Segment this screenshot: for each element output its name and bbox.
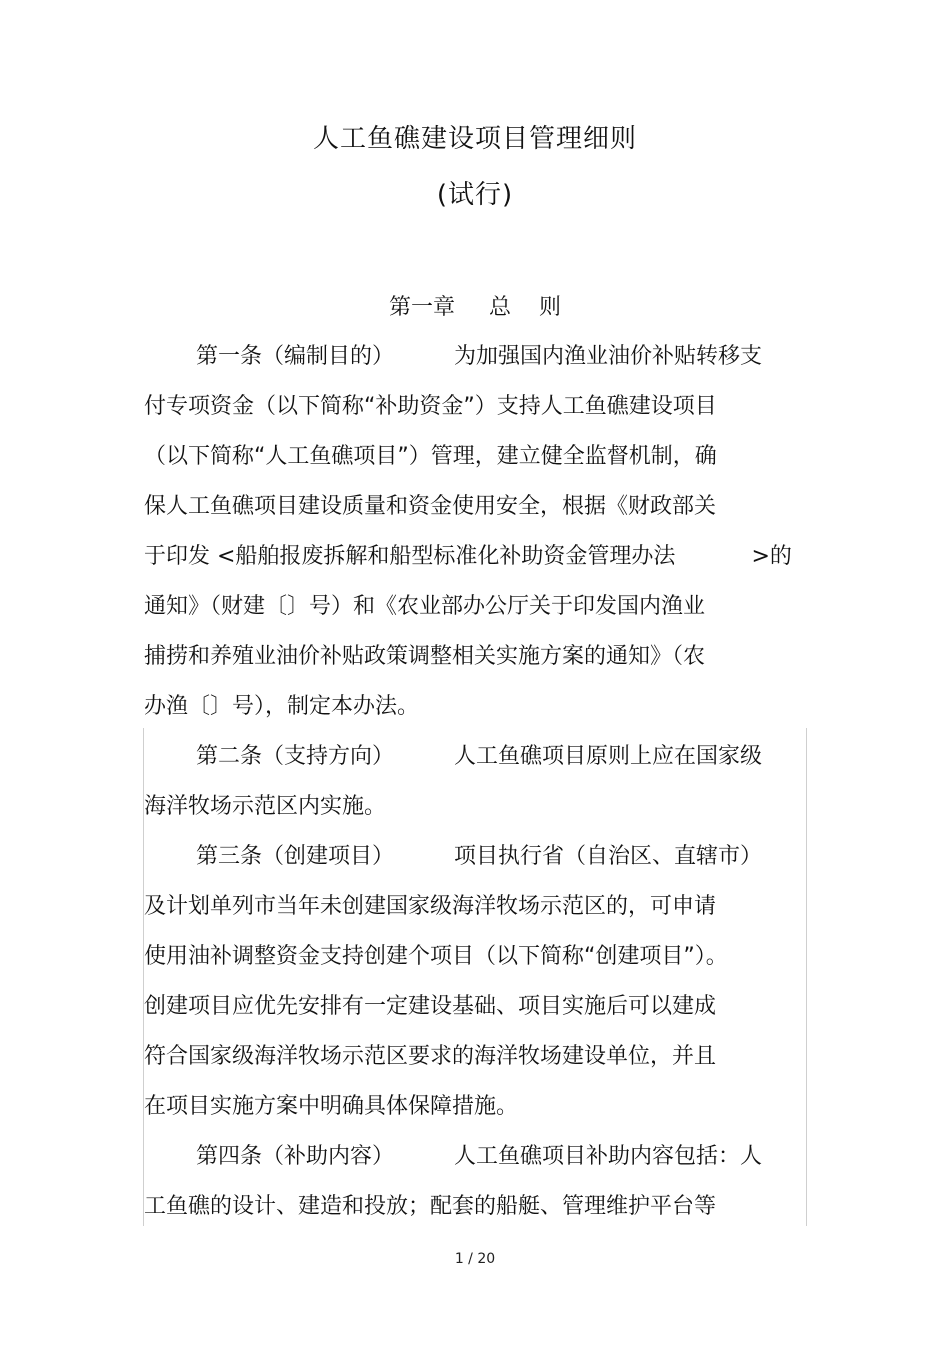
page-number: 1 / 20	[454, 1251, 496, 1267]
article-1-line-8: 办渔〔〕号），制定本办法。	[144, 694, 420, 719]
chapter-label: 第一章	[388, 295, 455, 320]
document-title: 人工鱼礁建设项目管理细则	[312, 124, 637, 154]
article-2-line-2: 海洋牧场示范区内实施。	[144, 794, 387, 819]
article-1-line-7: 捕捞和养殖业油价补贴政策调整相关实施方案的通知》（农	[144, 644, 706, 669]
article-1-line-1	[196, 342, 762, 372]
article-3-text: 项目执行省（自治区、直辖市）	[454, 844, 763, 869]
article-1-line-5	[144, 542, 792, 572]
article-4-text: 人工鱼礁项目补助内容包括：人	[454, 1144, 763, 1169]
margin-rule-right	[806, 728, 807, 1226]
article-3-line-4: 创建项目应优先安排有一定建设基础、项目实施后可以建成	[144, 994, 717, 1019]
article-4-line-2: 工鱼礁的设计、建造和投放；配套的船艇、管理维护平台等	[144, 1194, 717, 1219]
article-1-line-4: 保人工鱼礁项目建设质量和资金使用安全，根据《财政部关	[144, 494, 717, 519]
article-3-line-1	[196, 842, 762, 872]
article-3-line-5: 符合国家级海洋牧场示范区要求的海洋牧场建设单位，并且	[144, 1044, 717, 1069]
article-3-line-2: 及计划单列市当年未创建国家级海洋牧场示范区的，可申请	[144, 894, 717, 919]
article-4-heading: 第四条（补助内容）	[196, 1144, 395, 1169]
article-4-line-1	[196, 1142, 762, 1172]
article-1-text: 为加强国内渔业油价补贴转移支	[454, 344, 763, 369]
article-1-line-6: 通知》（财建〔〕号）和《农业部办公厅关于印发国内渔业	[144, 594, 706, 619]
article-1-line-2: 付专项资金（以下简称“补助资金”）支持人工鱼礁建设项目	[144, 394, 717, 419]
article-2-heading: 第二条（支持方向）	[196, 744, 395, 769]
margin-rule-left	[143, 728, 144, 1226]
article-1-heading: 第一条（编制目的）	[196, 344, 395, 369]
article-1-line-5-tail: >的	[751, 544, 792, 569]
chapter-name-part2: 则	[539, 295, 562, 320]
article-2-line-1	[196, 742, 762, 772]
article-3-heading: 第三条（创建项目）	[196, 844, 395, 869]
article-3-line-6: 在项目实施方案中明确具体保障措施。	[144, 1094, 519, 1119]
article-3-line-3: 使用油补调整资金支持创建个项目（以下简称“创建项目”）。	[144, 944, 728, 969]
article-1-line-5-text: 于印发 <船舶报废拆解和船型标准化补助资金管理办法	[144, 544, 676, 569]
document-subtitle: (试行)	[436, 180, 514, 210]
article-1-line-3: （以下简称“人工鱼礁项目”）管理，建立健全监督机制，确	[144, 444, 717, 469]
chapter-name-part1: 总	[488, 295, 511, 320]
chapter-heading	[0, 290, 950, 321]
article-2-text: 人工鱼礁项目原则上应在国家级	[454, 744, 763, 769]
